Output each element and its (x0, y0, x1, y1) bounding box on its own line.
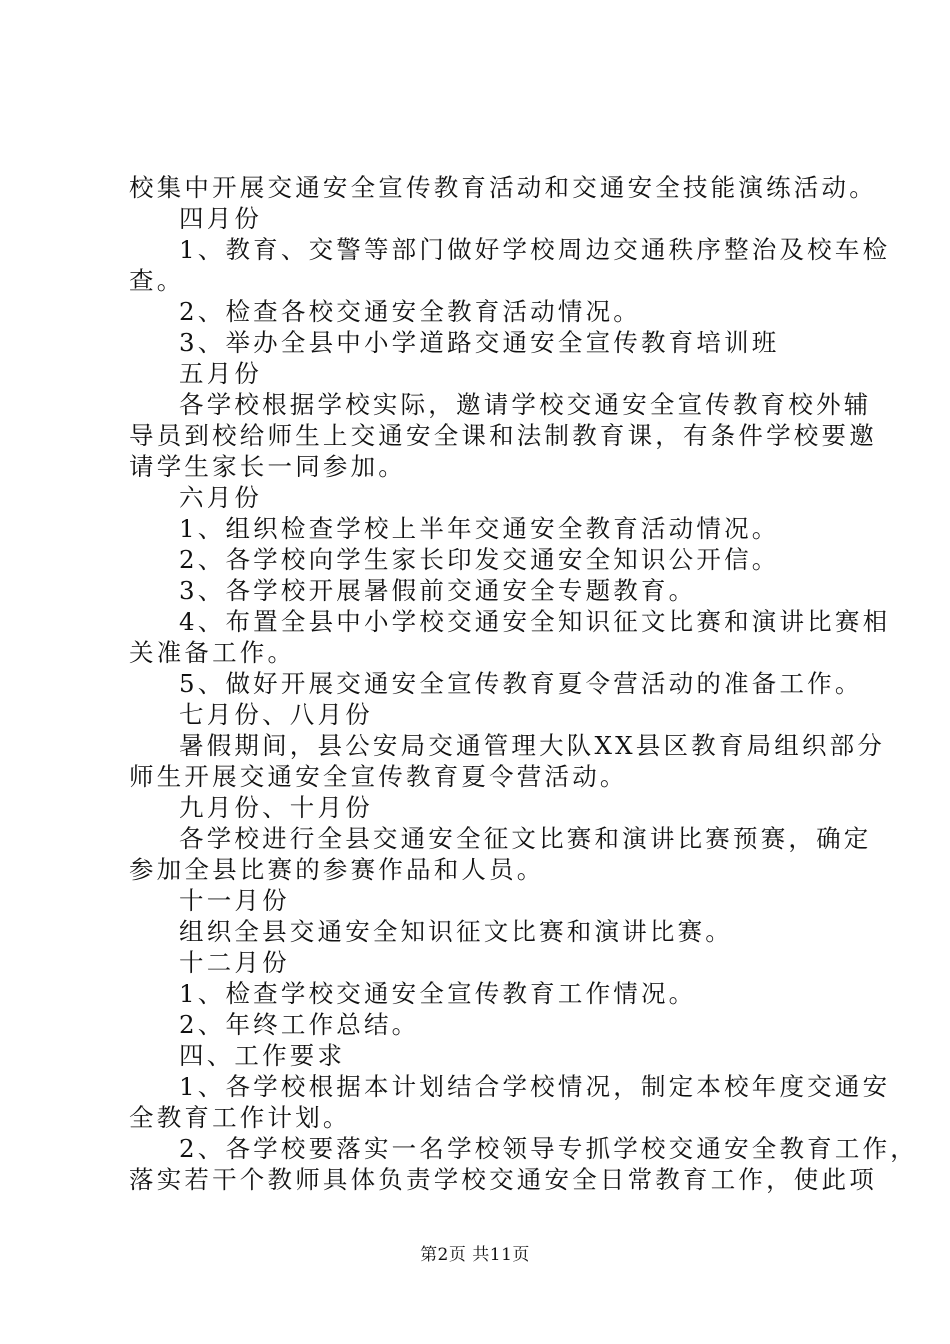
list-item: 1、组织检查学校上半年交通安全教育活动情况。 (179, 514, 780, 543)
body-text-line: 请学生家长一同参加。 (129, 452, 406, 481)
list-item: 2、各学校向学生家长印发交通安全知识公开信。 (179, 545, 780, 574)
paragraph-line: 各学校进行全县交通安全征文比赛和演讲比赛预赛，确定 (179, 824, 872, 853)
section-heading-sept-oct: 九月份、十月份 (179, 793, 373, 822)
page-number-footer: 第2页 共11页 (420, 1245, 530, 1265)
section-heading-june: 六月份 (179, 483, 263, 512)
section-heading-december: 十二月份 (179, 948, 290, 977)
section-heading-november: 十一月份 (179, 886, 290, 915)
list-item: 2、年终工作总结。 (179, 1010, 420, 1039)
body-text-line: 关准备工作。 (129, 638, 296, 667)
list-item: 3、各学校开展暑假前交通安全专题教育。 (179, 576, 697, 605)
body-text-line: 参加全县比赛的参赛作品和人员。 (129, 855, 545, 884)
section-heading-april: 四月份 (179, 204, 263, 233)
list-item: 2、各学校要落实一名学校领导专抓学校交通安全教育工作， (179, 1134, 918, 1163)
list-item: 4、布置全县中小学校交通安全知识征文比赛和演讲比赛相 (179, 607, 891, 636)
body-text-line: 落实若干个教师具体负责学校交通安全日常教育工作，使此项 (129, 1165, 877, 1194)
list-item: 3、举办全县中小学道路交通安全宣传教育培训班 (179, 328, 780, 357)
list-item: 1、教育、交警等部门做好学校周边交通秩序整治及校车检 (179, 235, 891, 264)
list-item: 1、检查学校交通安全宣传教育工作情况。 (179, 979, 697, 1008)
list-item: 1、各学校根据本计划结合学校情况，制定本校年度交通安 (179, 1072, 891, 1101)
section-heading-requirements: 四、工作要求 (179, 1041, 346, 1070)
body-text-line: 全教育工作计划。 (129, 1103, 351, 1132)
section-heading-july-august: 七月份、八月份 (179, 700, 373, 729)
document-body (129, 172, 918, 1195)
list-item: 2、检查各校交通安全教育活动情况。 (179, 297, 641, 326)
body-text-line: 查。 (129, 266, 185, 295)
body-text-line: 校集中开展交通安全宣传教育活动和交通安全技能演练活动。 (129, 173, 877, 202)
body-text-line: 导员到校给师生上交通安全课和法制教育课，有条件学校要邀 (129, 421, 877, 450)
section-heading-may: 五月份 (179, 359, 263, 388)
paragraph-line: 各学校根据学校实际，邀请学校交通安全宣传教育校外辅 (179, 390, 872, 419)
paragraph-line: 暑假期间，县公安局交通管理大队XX县区教育局组织部分 (179, 731, 886, 760)
list-item: 5、做好开展交通安全宣传教育夏令营活动的准备工作。 (179, 669, 863, 698)
body-text-line: 师生开展交通安全宣传教育夏令营活动。 (129, 762, 628, 791)
paragraph-line: 组织全县交通安全知识征文比赛和演讲比赛。 (179, 917, 733, 946)
